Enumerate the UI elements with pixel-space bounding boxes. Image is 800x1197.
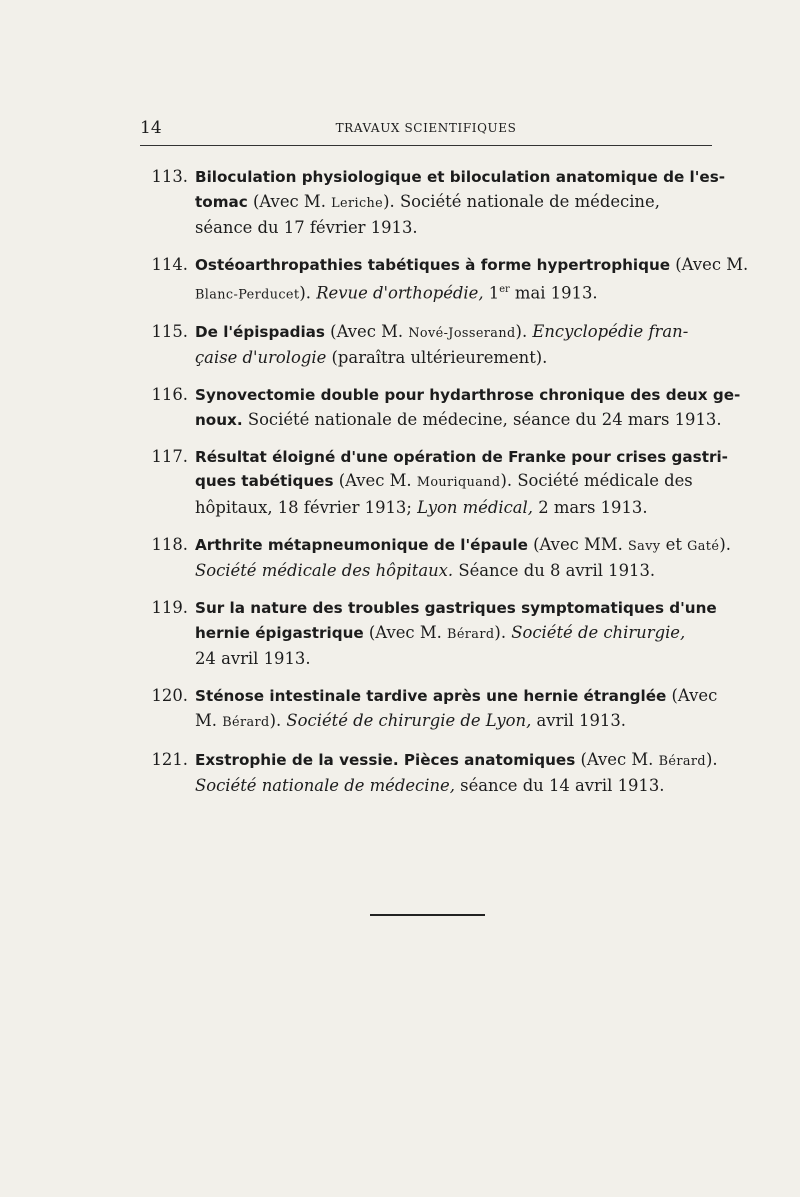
entry-text: (Avec M. [670, 255, 749, 274]
entry-line [195, 774, 712, 799]
entry-title: De l'épispadias [195, 322, 325, 341]
entry-text: séance du 17 février 1913. [195, 218, 418, 237]
entry-text: (Avec M. [575, 749, 659, 769]
entry-title: Résultat éloigné d'une opération de Franke pour crises gastri- [195, 447, 728, 466]
entry-title: Sténose intestinale tardive après une hernie étranglée [195, 687, 667, 706]
entry-text: ). [494, 622, 512, 642]
bibliography-entry [140, 383, 741, 432]
entry-line [195, 621, 712, 648]
entry-text: ). [705, 749, 718, 769]
entry-line [195, 559, 712, 584]
page-header [140, 118, 712, 138]
bibliography-entry [140, 253, 749, 307]
author-name: Mouriquand [416, 475, 501, 491]
entry-number: 121. [151, 749, 188, 769]
entry-text: (Avec M. [333, 471, 417, 491]
bibliography-entry [140, 748, 718, 799]
author-name: Blanc-Perducet [195, 286, 300, 302]
author-name: Nové-Josserand [408, 325, 516, 341]
bibliography-entry [140, 684, 718, 735]
entry-text: (Avec M. [247, 191, 332, 211]
bibliography-list [140, 165, 749, 811]
entry-title: Sur la nature des troubles gastriques symptomatiques d'une [195, 599, 717, 618]
publication-name: Encyclopédie fran- [532, 321, 689, 341]
author-name: Leriche [331, 195, 384, 211]
author-name: Gaté [687, 538, 720, 554]
entry-text: ). [269, 710, 287, 730]
entry-text: 2 mars 1913. [532, 497, 648, 517]
entry-text: ). Société nationale de médecine, [383, 191, 660, 211]
entry-title: hernie épigastrique [195, 623, 364, 642]
entry-text: 1 [483, 282, 500, 302]
bibliography-entry [140, 533, 731, 584]
entry-line [195, 684, 718, 709]
author-name: Bérard [222, 714, 270, 730]
entry-title: Exstrophie de la vessie. Pièces anatomiques [195, 750, 576, 769]
bibliography-entry [140, 320, 712, 371]
publication-name: Société de chirurgie, [511, 622, 686, 642]
entry-text: (Avec MM. [527, 534, 629, 554]
entry-text: 24 avril 1913. [195, 649, 311, 669]
entry-line [195, 533, 731, 560]
entry-text: séance du 14 avril 1913. [454, 776, 665, 796]
entry-line [195, 216, 712, 241]
page-number: 14 [140, 118, 162, 138]
entry-text: ). [515, 321, 533, 341]
entry-line [195, 383, 741, 408]
entry-number: 115. [151, 321, 188, 341]
entry-number: 118. [151, 534, 188, 554]
entry-number: 113. [151, 167, 188, 186]
entry-text: mai 1913. [509, 282, 598, 302]
bibliography-entry [140, 596, 717, 672]
entry-line [195, 748, 718, 775]
entry-text: (Avec [666, 686, 718, 706]
entry-line [195, 320, 712, 347]
entry-line [195, 190, 712, 217]
entry-line [195, 165, 726, 190]
entry-text: Séance du 8 avril 1913. [453, 561, 656, 581]
entry-title: Synovectomie double pour hydarthrose chronique des deux ge- [195, 386, 741, 405]
entry-text: hôpitaux, 18 février 1913; [195, 497, 418, 517]
entry-text: avril 1913. [531, 710, 626, 730]
header-rule [140, 145, 712, 146]
running-title: TRAVAUX SCIENTIFIQUES [335, 121, 517, 135]
entry-title: Ostéoarthropathies tabétiques à forme hypertrophique [195, 256, 671, 274]
entry-text: (paraîtra ultérieurement). [326, 348, 548, 368]
entry-line [195, 596, 717, 621]
entry-number: 114. [151, 255, 188, 274]
entry-text: M. [195, 710, 223, 730]
entry-line [195, 253, 749, 278]
author-name: Savy [628, 538, 661, 554]
entry-number: 119. [151, 598, 188, 618]
entry-text: ). [299, 282, 317, 302]
entry-title: ques tabétiques [195, 472, 334, 491]
entry-number: 117. [151, 446, 188, 466]
entry-line [195, 647, 712, 672]
entry-line [195, 445, 728, 470]
entry-text: (Avec M. [363, 622, 448, 642]
entry-line [195, 469, 712, 496]
end-rule [370, 914, 485, 916]
entry-number: 116. [151, 385, 188, 405]
publication-name: Société nationale de médecine, [195, 776, 455, 796]
entry-text: ). [719, 534, 731, 554]
entry-text: (Avec M. [324, 321, 409, 341]
entry-line [195, 278, 712, 308]
author-name: Bérard [658, 753, 706, 769]
bibliography-entry [140, 165, 726, 241]
entry-line [195, 346, 712, 371]
entry-number: 120. [151, 686, 188, 706]
publication-name: Société médicale des hôpitaux. [195, 561, 454, 581]
entry-title: tomac [195, 192, 248, 211]
ordinal-suffix: er [499, 283, 510, 295]
publication-name: Lyon médical, [417, 497, 533, 517]
publication-name: çaise d'urologie [195, 348, 327, 368]
entry-text: ). Société médicale des [500, 471, 693, 491]
entry-title: Arthrite métapneumonique de l'épaule [195, 535, 528, 554]
entry-line [195, 709, 712, 736]
entry-text: et [660, 534, 688, 554]
entry-line [195, 408, 722, 433]
entry-title: Biloculation physiologique et biloculation anatomique de l'es- [195, 168, 726, 186]
bibliography-entry [140, 445, 728, 521]
entry-title: noux. [195, 410, 243, 429]
publication-name: Société de chirurgie de Lyon, [286, 710, 532, 730]
author-name: Bérard [447, 626, 495, 642]
entry-line [195, 496, 712, 521]
entry-text: Société nationale de médecine, séance du 24 mars 1913. [242, 409, 722, 429]
publication-name: Revue d'orthopédie, [316, 282, 484, 302]
